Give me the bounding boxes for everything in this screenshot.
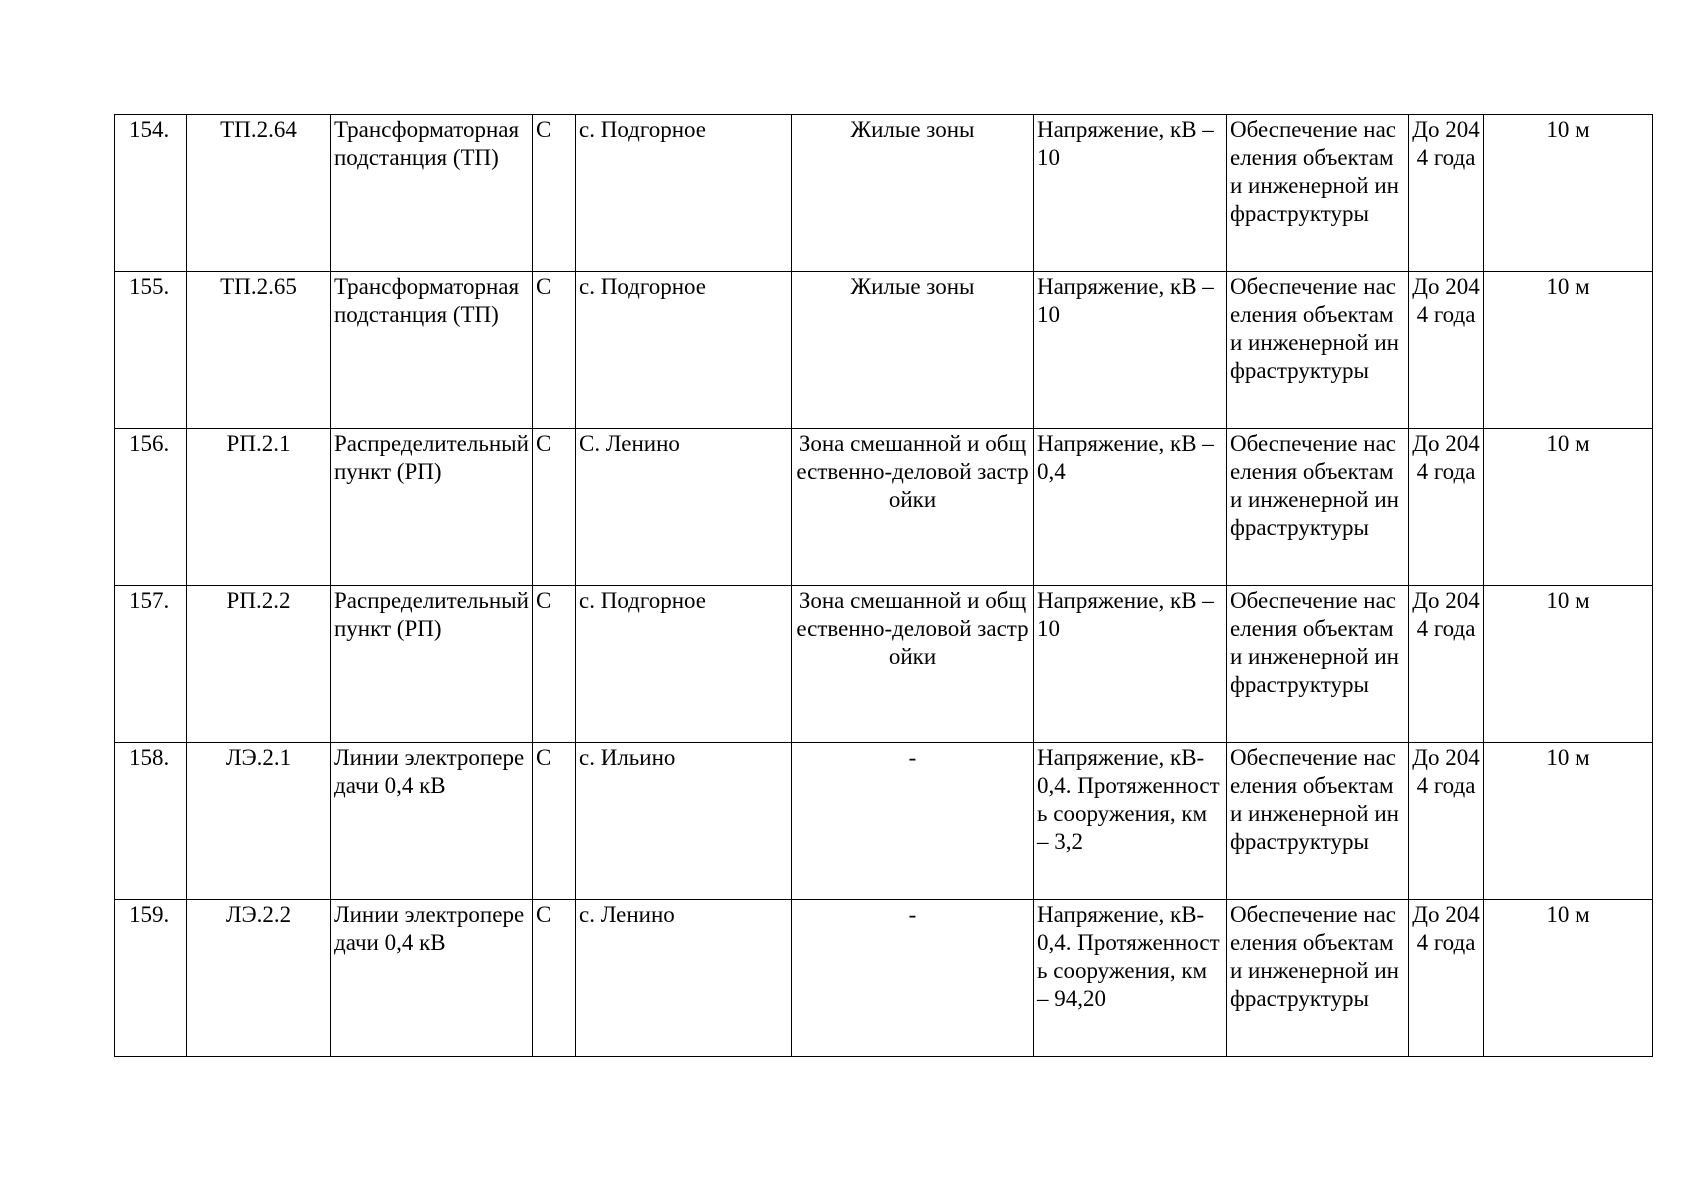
table-row xyxy=(115,743,1653,900)
object-purpose: Обеспечение населения объектами инженерной инфраструктуры xyxy=(1227,586,1409,743)
protection-zone: 10 м xyxy=(1484,743,1653,900)
object-code: РП.2.1 xyxy=(187,429,331,586)
object-code: ТП.2.64 xyxy=(187,115,331,272)
object-parameters: Напряжение, кВ – 10 xyxy=(1034,272,1227,429)
objects-table xyxy=(114,114,1653,1057)
protection-zone: 10 м xyxy=(1484,115,1653,272)
table-row xyxy=(115,900,1653,1057)
functional-zone: - xyxy=(792,900,1034,1057)
implementation-term: До 2044 года xyxy=(1409,900,1484,1057)
object-status: С xyxy=(533,586,576,743)
object-location: с. Подгорное xyxy=(576,115,792,272)
protection-zone: 10 м xyxy=(1484,586,1653,743)
object-code: ЛЭ.2.2 xyxy=(187,900,331,1057)
row-number: 156. xyxy=(115,429,187,586)
object-name: Распределительный пункт (РП) xyxy=(331,586,533,743)
implementation-term: До 2044 года xyxy=(1409,586,1484,743)
row-number: 159. xyxy=(115,900,187,1057)
object-code: РП.2.2 xyxy=(187,586,331,743)
object-name: Распределительный пункт (РП) xyxy=(331,429,533,586)
implementation-term: До 2044 года xyxy=(1409,115,1484,272)
object-status: С xyxy=(533,900,576,1057)
object-name: Линии электропередачи 0,4 кВ xyxy=(331,743,533,900)
table-row xyxy=(115,115,1653,272)
implementation-term: До 2044 года xyxy=(1409,429,1484,586)
object-location: с. Ленино xyxy=(576,900,792,1057)
object-purpose: Обеспечение населения объектами инженерной инфраструктуры xyxy=(1227,900,1409,1057)
object-parameters: Напряжение, кВ- 0,4. Протяженность сооружения, км – 3,2 xyxy=(1034,743,1227,900)
protection-zone: 10 м xyxy=(1484,429,1653,586)
row-number: 155. xyxy=(115,272,187,429)
row-number: 154. xyxy=(115,115,187,272)
object-name: Линии электропередачи 0,4 кВ xyxy=(331,900,533,1057)
functional-zone: Жилые зоны xyxy=(792,272,1034,429)
implementation-term: До 2044 года xyxy=(1409,272,1484,429)
object-parameters: Напряжение, кВ – 10 xyxy=(1034,115,1227,272)
object-location: с. Подгорное xyxy=(576,586,792,743)
object-parameters: Напряжение, кВ – 10 xyxy=(1034,586,1227,743)
object-name: Трансформаторная подстанция (ТП) xyxy=(331,115,533,272)
implementation-term: До 2044 года xyxy=(1409,743,1484,900)
table-row xyxy=(115,272,1653,429)
object-purpose: Обеспечение населения объектами инженерной инфраструктуры xyxy=(1227,743,1409,900)
object-code: ТП.2.65 xyxy=(187,272,331,429)
protection-zone: 10 м xyxy=(1484,900,1653,1057)
functional-zone: Зона смешанной и общественно-деловой застройки xyxy=(792,586,1034,743)
object-parameters: Напряжение, кВ- 0,4. Протяженность сооружения, км – 94,20 xyxy=(1034,900,1227,1057)
object-status: С xyxy=(533,743,576,900)
object-status: С xyxy=(533,272,576,429)
object-parameters: Напряжение, кВ – 0,4 xyxy=(1034,429,1227,586)
object-status: С xyxy=(533,115,576,272)
functional-zone: Зона смешанной и общественно-деловой застройки xyxy=(792,429,1034,586)
object-status: С xyxy=(533,429,576,586)
object-purpose: Обеспечение населения объектами инженерной инфраструктуры xyxy=(1227,429,1409,586)
object-name: Трансформаторная подстанция (ТП) xyxy=(331,272,533,429)
object-purpose: Обеспечение населения объектами инженерной инфраструктуры xyxy=(1227,272,1409,429)
object-location: С. Ленино xyxy=(576,429,792,586)
row-number: 158. xyxy=(115,743,187,900)
object-purpose: Обеспечение населения объектами инженерной инфраструктуры xyxy=(1227,115,1409,272)
object-location: с. Подгорное xyxy=(576,272,792,429)
functional-zone: - xyxy=(792,743,1034,900)
table-row xyxy=(115,586,1653,743)
object-location: с. Ильино xyxy=(576,743,792,900)
row-number: 157. xyxy=(115,586,187,743)
protection-zone: 10 м xyxy=(1484,272,1653,429)
table-row xyxy=(115,429,1653,586)
object-code: ЛЭ.2.1 xyxy=(187,743,331,900)
functional-zone: Жилые зоны xyxy=(792,115,1034,272)
